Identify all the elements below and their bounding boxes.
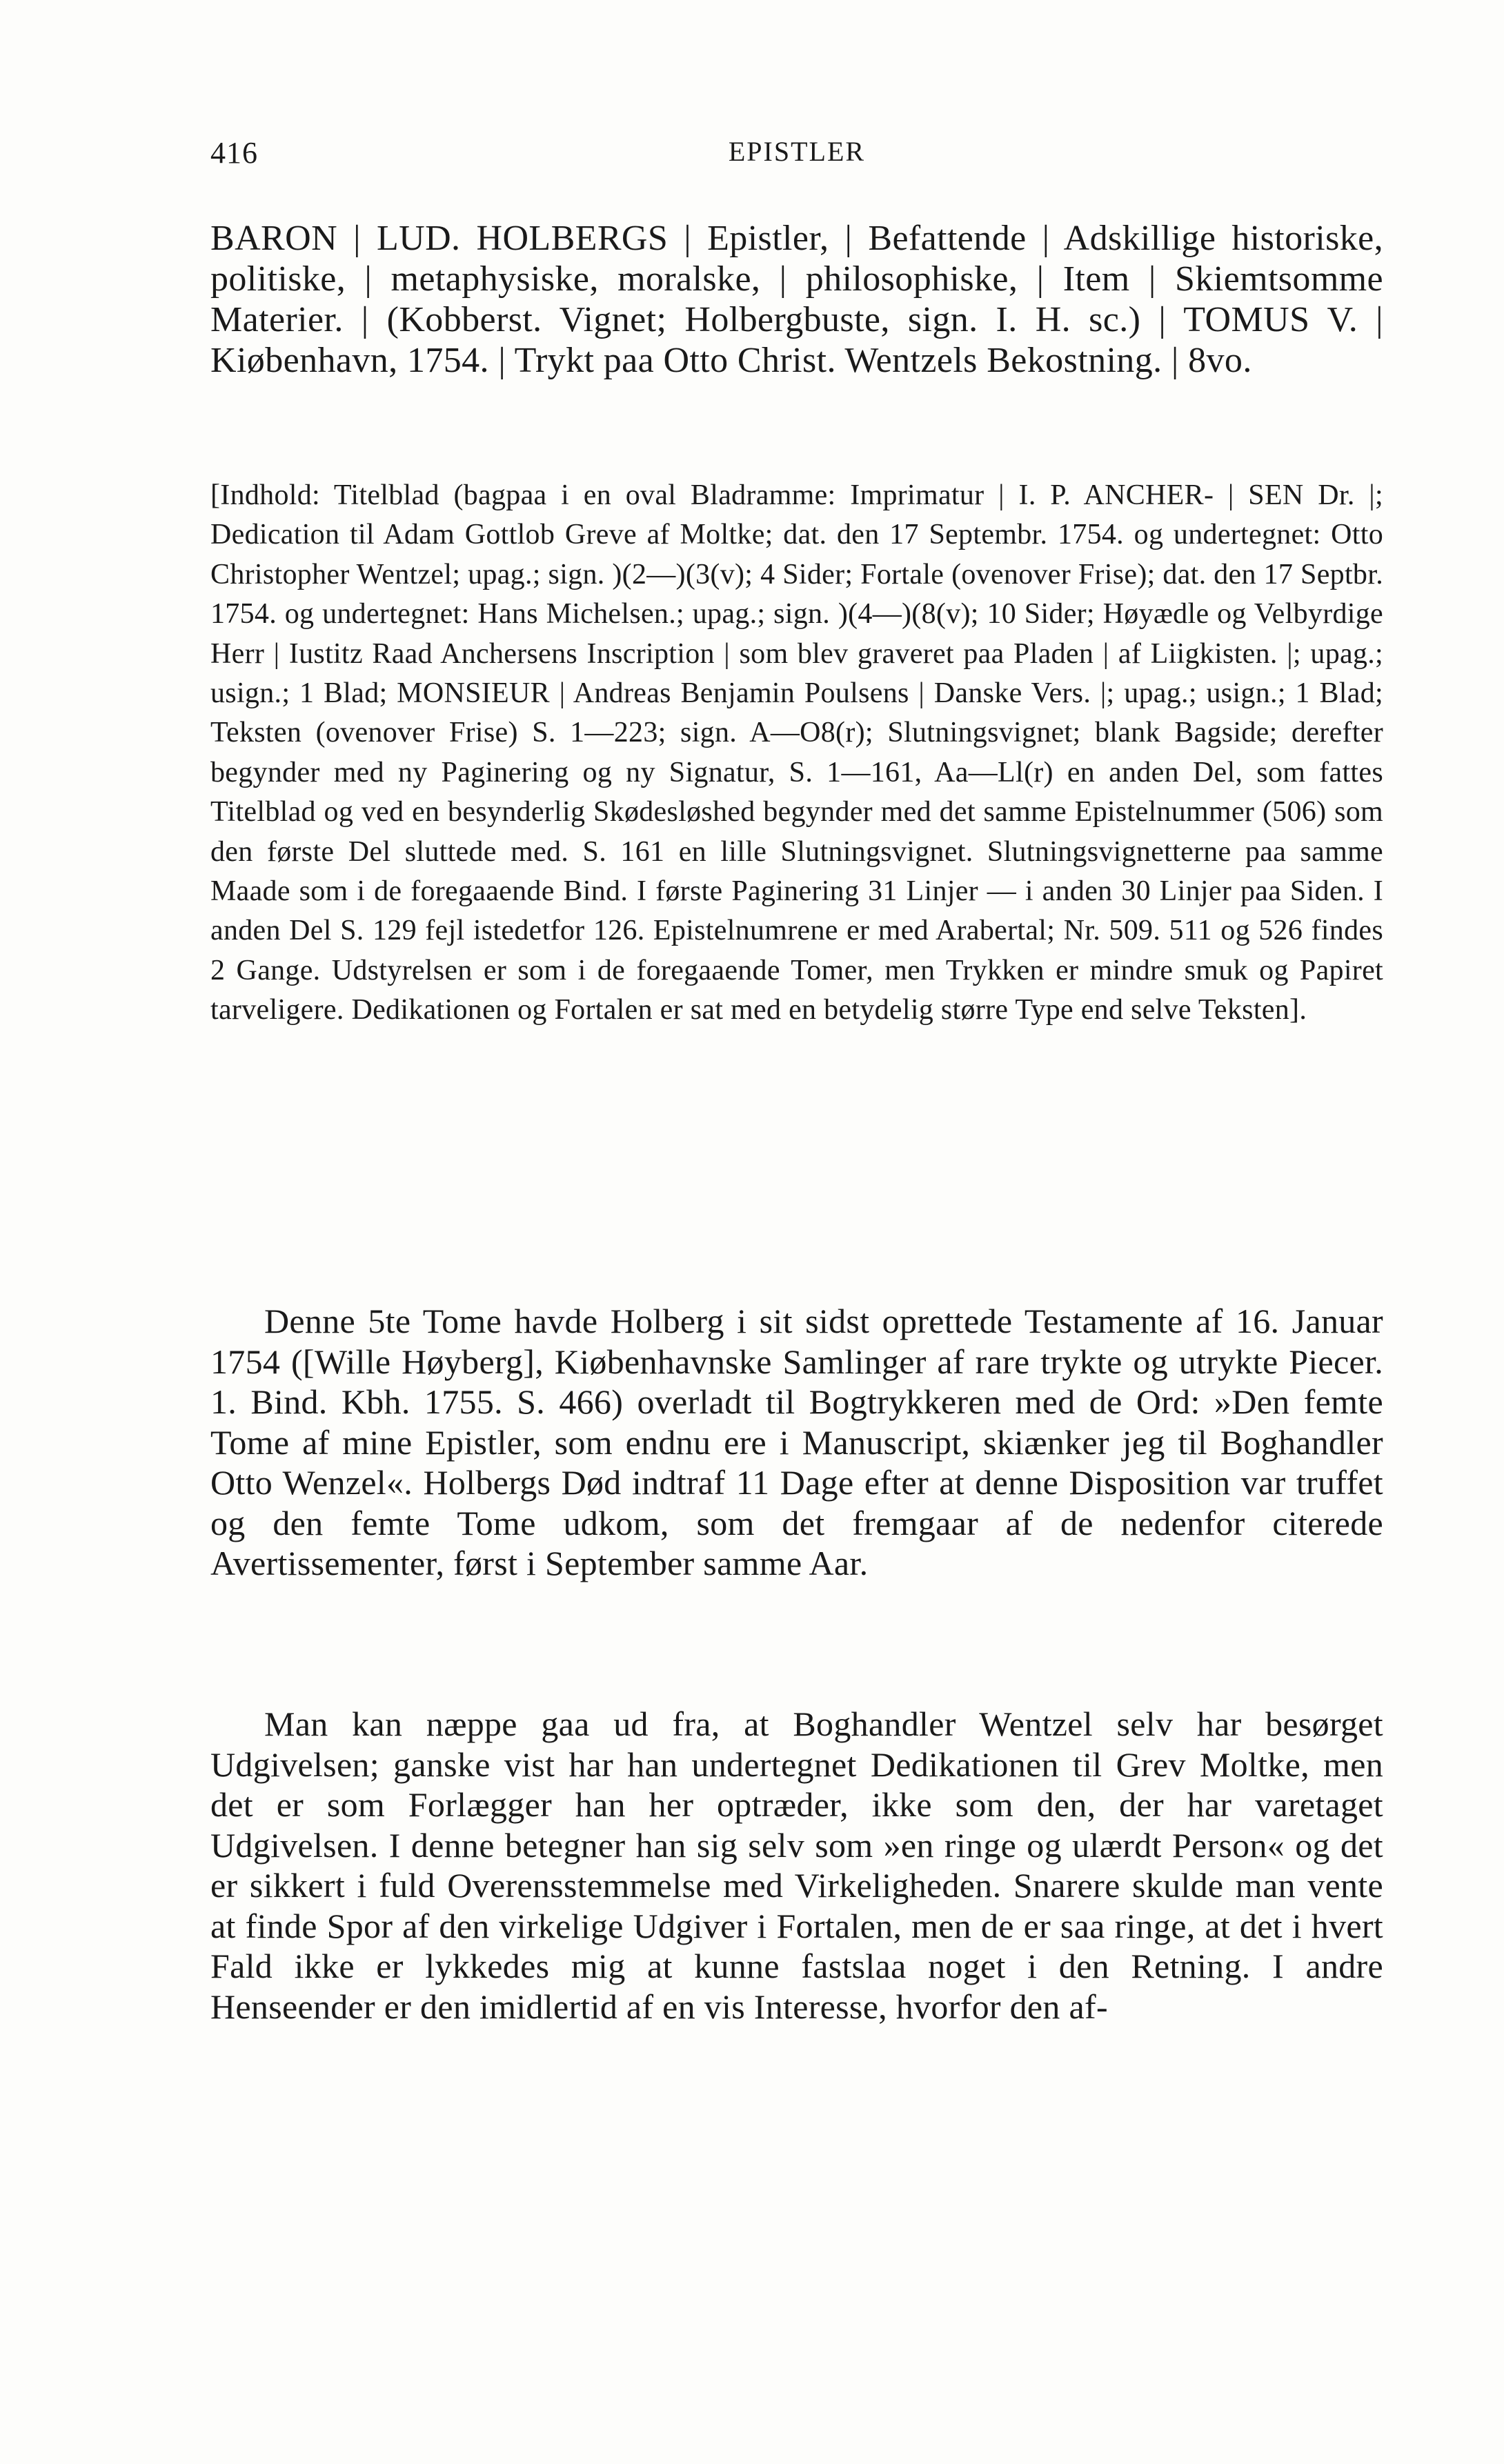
running-head: EPISTLER — [728, 136, 866, 167]
page-header — [210, 135, 1383, 177]
bibliographic-title-entry: BARON | LUD. HOLBERGS | Epistler, | Befattende | Adskillige historiske, politiske, | metaphysiske, moralske, | philosophiske, | Item | Skiemtsomme Materier. | (Kobberst. Vignet; Holbergbuste, sign. I. H. sc.) | TOMUS V. | Kiøbenhavn, 1754. | Trykt paa Otto Christ. Wentzels Bekostning. | 8vo. — [210, 219, 1383, 380]
paragraph-text: Man kan næppe gaa ud fra, at Boghandler Wentzel selv har besørget Udgivelsen; ganske vist har han undertegnet Dedikationen til Grev Moltke, men det er som Forlægger han her optræder, ikke som den, der har varetaget Udgivelsen. I denne betegner han sig selv som »en ringe og ulærdt Person« og det er sikkert i fuld Overensstemmelse med Virkeligheden. Snarere skulde man vente at finde Spor af den virkelige Udgiver i Fortalen, men de er saa ringe, at det i hvert Fald ikke er lykkedes mig at kunne fastslaa noget i den Retning. I andre Henseender er den imidlertid af en vis Interesse, hvorfor den af- — [210, 1705, 1383, 2026]
contents-note: [Indhold: Titelblad (bagpaa i en oval Bladramme: Imprimatur | I. P. ANCHER- | SEN Dr. |; Dedication til Adam Gottlob Greve af Moltke; dat. den 17 Septembr. 1754. og undertegnet: Otto Christopher Wentzel; upag.; sign. )(2—)(3(v); 4 Sider; Fortale (ovenover Frise); dat. den 17 Septbr. 1754. og undertegnet: Hans Michelsen.; upag.; sign. )(4—)(8(v); 10 Sider; Høyædle og Velbyrdige Herr | Iustitz Raad Anchersens Inscription | som blev graveret paa Pladen | af Liigkisten. |; upag.; usign.; 1 Blad; MONSIEUR | Andreas Benjamin Poulsens | Danske Vers. |; upag.; usign.; 1 Blad; Teksten (ovenover Frise) S. 1—223; sign. A—O8(r); Slutningsvignet; blank Bagside; derefter begynder med ny Paginering og ny Signatur, S. 1—161, Aa—Ll(r) en anden Del, som fattes Titelblad og ved en besynderlig Skødesløshed begynder med det samme Epistelnummer (506) som den første Del sluttede med. S. 161 en lille Slutningsvignet. Slutningsvignetterne paa samme Maade som i de foregaaende Bind. I første Paginering 31 Linjer — i anden 30 Linjer paa Siden. I anden Del S. 129 fejl istedetfor 126. Epistelnumrene er med Arabertal; Nr. 509. 511 og 526 findes 2 Gange. Udstyrelsen er som i de foregaaende Tomer, men Trykken er mindre smuk og Papiret tarveligere. Dedikationen og Fortalen er sat med en betydelig større Type end selve Teksten]. — [210, 479, 1383, 1026]
paragraph-text: Denne 5te Tome havde Holberg i sit sidst oprettede Testamente af 16. Januar 1754 ([Wille Høyberg], Kiøbenhavnske Samlinger af rare trykte og utrykte Piecer. 1. Bind. Kbh. 1755. S. 466) overladt til Bogtrykkeren med de Ord: »Den femte Tome af mine Epistler, som endnu ere i Manuscript, skiænker jeg til Boghandler Otto Wenzel«. Holbergs Død indtraf 11 Dage efter at denne Disposition var truffet og den femte Tome udkom, som det fremgaar af de nedenfor citerede Avertissementer, først i September samme Aar. — [210, 1302, 1383, 1582]
body-paragraph — [210, 1704, 1383, 2027]
body-paragraph — [210, 1301, 1383, 1584]
page-number: 416 — [210, 136, 258, 170]
